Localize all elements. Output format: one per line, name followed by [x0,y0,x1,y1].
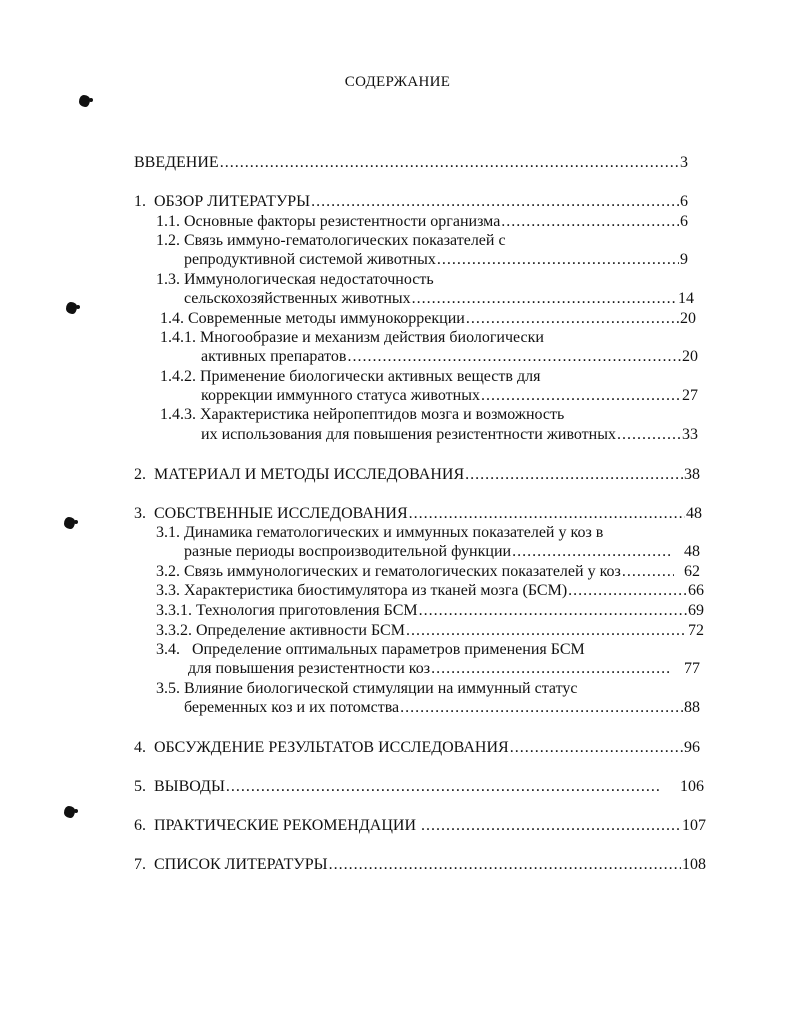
toc-entry-3-1-first-line [156,524,603,542]
toc-entry-number: 3.3. [156,582,180,599]
toc-entry-3-4-first-line [156,641,585,659]
toc-entry-text: ПРАКТИЧЕСКИЕ РЕКОМЕНДАЦИИ [154,817,416,834]
toc-entry-number: 1.2. [156,232,180,249]
toc-leader-dots [421,817,681,835]
toc-entry-1-3-first-line [156,271,434,289]
toc-entry-page: 66 [688,582,704,599]
toc-leader-dots [329,856,681,874]
toc-entry-3-2 [156,563,700,581]
toc-entry-7 [134,856,706,874]
toc-entry-text: СПИСОК ЛИТЕРАТУРЫ [154,856,328,873]
toc-entry-page: 20 [680,310,696,327]
toc-entry-text-cont: активных препаратов [201,348,347,365]
punch-hole-mark [64,517,75,529]
toc-entry-6 [134,817,706,835]
toc-leader-dots [481,387,681,405]
toc-entry-text-cont: для повышения резистентности коз [188,660,431,677]
punch-hole-mark [64,806,75,818]
toc-entry-number: 4. [134,739,146,756]
toc-leader-dots [419,602,687,620]
toc-entry-text: МАТЕРИАЛ И МЕТОДЫ ИССЛЕДОВАНИЯ [154,466,465,483]
toc-entry-1 [134,193,688,211]
toc-entry-text: Динамика гематологических и иммунных показателей у коз в [184,524,604,541]
toc-entry-number: 1.4.3. [160,406,196,423]
toc-entry-1-4-1 [201,348,698,366]
toc-entry-page: 6 [680,213,688,230]
toc-entry-text: Определение оптимальных параметров применения БСМ [192,641,585,658]
toc-entry-page: 3 [680,154,688,171]
toc-leader-dots [510,739,683,757]
toc-entry-5 [134,778,704,796]
toc-entry-page: 20 [682,348,698,365]
toc-entry-text: Влияние биологической стимуляции на иммунный статус [184,680,578,697]
toc-entry-number: 1. [134,193,146,210]
toc-entry-1-3 [184,290,694,308]
toc-entry-page: 107 [682,817,706,834]
toc-entry-1-2-first-line [156,232,506,250]
toc-entry-page: 69 [688,602,704,619]
toc-leader-dots [437,251,679,269]
toc-entry-text: ОБСУЖДЕНИЕ РЕЗУЛЬТАТОВ ИССЛЕДОВАНИЯ [154,739,509,756]
toc-entry-text-cont: их использования для повышения резистентности животных [201,426,616,443]
toc-leader-dots [226,778,660,796]
toc-entry-text: Определение активности БСМ [196,622,405,639]
toc-entry-page: 106 [680,778,704,795]
toc-entry-page: 108 [682,856,706,873]
toc-entry-3-3-2 [156,622,704,640]
toc-entry-page: 33 [682,426,698,443]
toc-entry-text: Современные методы иммунокоррекции [188,310,465,327]
toc-leader-dots [512,543,670,561]
toc-entry-number: 2. [134,466,146,483]
toc-entry-page: 6 [680,193,688,210]
toc-entry-intro [134,154,688,172]
toc-entry-text: Характеристика биостимулятора из тканей мозга (БСМ) [184,582,568,599]
toc-entry-number: 3. [134,505,146,522]
toc-entry-text: Применение биологически активных веществ для [200,368,541,385]
toc-entry-page: 14 [678,290,694,307]
toc-entry-1-4-2-first-line [160,368,540,386]
toc-entry-text: Многообразие и механизм действия биологически [200,329,544,346]
toc-entry-page: 27 [682,387,698,404]
toc-entry-1-4-1-first-line [160,329,544,347]
toc-entry-text-cont: коррекции иммунного статуса животных [201,387,480,404]
punch-hole-mark [66,302,77,314]
toc-entry-number: 3.3.1. [156,602,192,619]
toc-leader-dots [622,563,674,581]
toc-entry-page: 48 [686,505,702,522]
toc-entry-3-4 [188,660,700,678]
toc-entry-text: ВВЕДЕНИЕ [134,154,219,171]
toc-entry-1-4-3 [201,426,698,444]
toc-entry-1-4-2 [201,387,698,405]
toc-leader-dots [466,310,679,328]
toc-entry-number: 1.3. [156,271,180,288]
toc-entry-number: 5. [134,778,146,795]
toc-entry-page: 62 [684,563,700,580]
toc-entry-text: Характеристика нейропептидов мозга и возможность [200,406,565,423]
toc-entry-number: 6. [134,817,146,834]
toc-entry-page: 96 [684,739,700,756]
toc-entry-number: 1.4.1. [160,329,196,346]
toc-entry-number: 3.4. [156,641,180,658]
punch-hole-mark [79,95,90,107]
toc-entry-number: 3.5. [156,680,180,697]
toc-entry-3-5 [184,699,700,717]
toc-entry-1-1 [156,213,688,231]
toc-leader-dots [311,193,679,211]
toc-entry-page: 48 [684,543,700,560]
toc-entry-4 [134,739,700,757]
toc-leader-dots [406,622,687,640]
toc-entry-text-cont: разные периоды воспроизводительной функции [184,543,512,560]
toc-entry-3-1 [184,543,700,561]
toc-entry-page: 88 [684,699,700,716]
toc-entry-text-cont: репродуктивной системой животных [184,251,436,268]
toc-entry-page: 38 [684,466,700,483]
toc-entry-3 [134,505,702,523]
toc-entry-text: Связь иммуно-гематологических показателей с [184,232,506,249]
toc-entry-text: ОБЗОР ЛИТЕРАТУРЫ [154,193,311,210]
toc-entry-number: 7. [134,856,146,873]
toc-leader-dots [412,290,677,308]
toc-entry-text-cont: беременных коз и их потомства [184,699,400,716]
toc-leader-dots [501,213,679,231]
toc-entry-number: 3.2. [156,563,180,580]
toc-entry-1-4 [160,310,696,328]
toc-leader-dots [409,505,685,523]
page-title: СОДЕРЖАНИЕ [344,74,451,90]
toc-entry-1-4-3-first-line [160,406,564,424]
toc-leader-dots [431,660,670,678]
toc-entry-number: 3.3.2. [156,622,192,639]
toc-entry-3-3-1 [156,602,704,620]
toc-entry-number: 3.1. [156,524,180,541]
toc-leader-dots [347,348,681,366]
toc-entry-text: ВЫВОДЫ [154,778,225,795]
toc-entry-text: Связь иммунологических и гематологических показателей у коз [184,563,621,580]
toc-entry-text: СОБСТВЕННЫЕ ИССЛЕДОВАНИЯ [154,505,408,522]
toc-leader-dots [220,154,679,172]
toc-entry-page: 77 [684,660,700,677]
toc-entry-number: 1.4.2. [160,368,196,385]
toc-entry-3-3 [156,582,704,600]
toc-entry-text: Технология приготовления БСМ [196,602,418,619]
toc-entry-text-cont: сельскохозяйственных животных [184,290,411,307]
toc-leader-dots [568,582,687,600]
toc-leader-dots [617,426,681,444]
toc-entry-page: 72 [688,622,704,639]
toc-entry-3-5-first-line [156,680,577,698]
toc-entry-number: 1.1. [156,213,180,230]
toc-leader-dots [400,699,683,717]
toc-entry-text: Основные факторы резистентности организма [184,213,501,230]
toc-leader-dots [465,466,683,484]
toc-entry-2 [134,466,700,484]
toc-entry-1-2 [184,251,688,269]
toc-entry-page: 9 [680,251,688,268]
toc-entry-number: 1.4. [160,310,184,327]
toc-entry-text: Иммунологическая недостаточность [184,271,434,288]
